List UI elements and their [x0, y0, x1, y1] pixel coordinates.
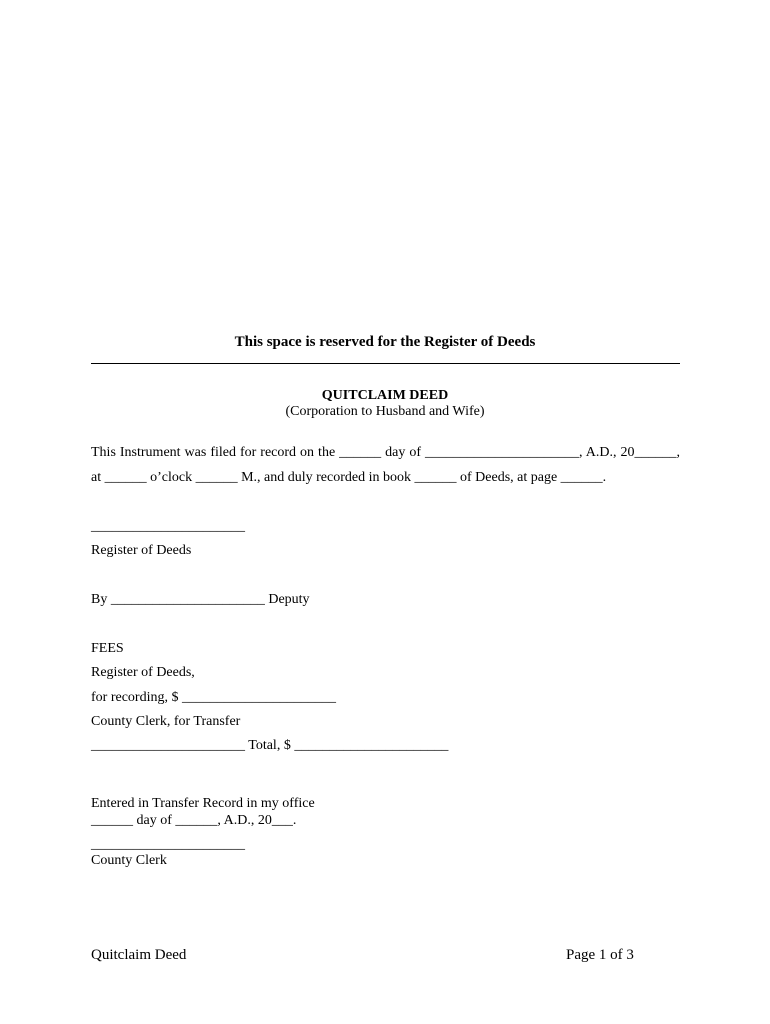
reserved-space-divider: [91, 363, 680, 364]
footer-page-number: Page 1 of 3: [566, 947, 634, 963]
footer-document-name: Quitclaim Deed: [91, 947, 187, 963]
transfer-record-line-1: Entered in Transfer Record in my office: [91, 796, 315, 811]
fees-register-line: Register of Deeds,: [91, 665, 195, 680]
fees-clerk-line: County Clerk, for Transfer: [91, 714, 241, 729]
transfer-record-line-2: ______ day of ______, A.D., 20___.: [91, 813, 297, 828]
fees-recording-line: for recording, $ ______________________: [91, 690, 336, 705]
fees-heading: FEES: [91, 641, 124, 656]
register-signature-label: Register of Deeds: [91, 543, 192, 558]
reserved-space-heading: This space is reserved for the Register of Deeds: [234, 334, 536, 350]
register-signature-line: ______________________: [91, 519, 245, 534]
filing-record-line-1: This Instrument was filed for record on the ______ day of ______________________, A.D., 20______,: [91, 445, 680, 460]
fees-total-line: ______________________ Total, $ ______________________: [91, 738, 449, 753]
document-subtitle: (Corporation to Husband and Wife): [285, 404, 485, 419]
county-clerk-signature-line: ______________________: [91, 837, 245, 852]
deputy-line: By ______________________ Deputy: [91, 592, 310, 607]
county-clerk-label: County Clerk: [91, 853, 167, 868]
filing-record-line-2: at ______ o’clock ______ M., and duly recorded in book ______ of Deeds, at page ______.: [91, 470, 607, 485]
document-title: QUITCLAIM DEED: [321, 388, 449, 403]
